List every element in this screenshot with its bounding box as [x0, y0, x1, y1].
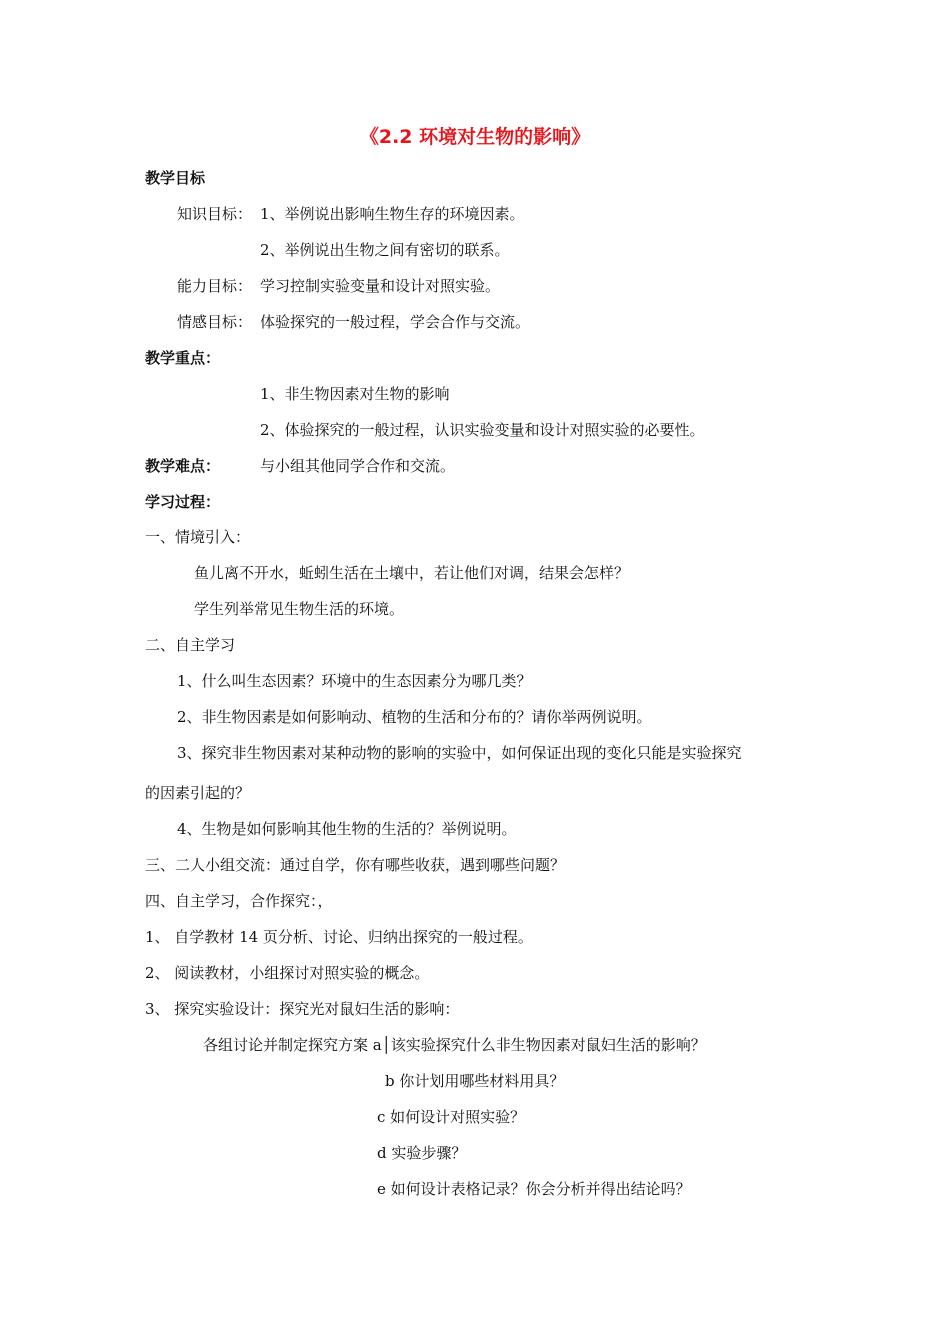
plan-item-b: b 你计划用哪些材料用具？	[385, 1072, 565, 1090]
section-4-item-3: 3、 探究实验设计：探究光对鼠妇生活的影响：	[145, 1000, 460, 1018]
key-point-1: 1、非生物因素对生物的影响	[260, 385, 450, 403]
key-points-heading: 教学重点：	[145, 349, 221, 367]
plan-item-e: e 如何设计表格记录？你会分析并得出结论吗？	[377, 1180, 691, 1198]
section-4-item-1: 1、 自学教材 14 页分析、讨论、归纳出探究的一般过程。	[145, 928, 533, 946]
knowledge-item-1: 1、举例说出影响生物生存的环境因素。	[260, 205, 525, 223]
ability-text: 学习控制实验变量和设计对照实验。	[260, 277, 501, 295]
section-2-heading: 二、自主学习	[145, 636, 236, 654]
knowledge-item-2: 2、举例说出生物之间有密切的联系。	[260, 241, 510, 259]
section-2-question-3a: 3、探究非生物因素对某种动物的影响的实验中，如何保证出现的变化只能是实验探究	[177, 744, 742, 762]
difficulty-heading: 教学难点：	[145, 457, 221, 475]
document-title: 《2.2 环境对生物的影响》	[359, 126, 591, 148]
section-4-heading: 四、自主学习，合作探究：，	[145, 892, 333, 910]
emotion-label: 情感目标：	[177, 313, 253, 331]
plan-item-c: c 如何设计对照实验？	[377, 1108, 526, 1126]
section-2-question-3b: 的因素引起的？	[145, 784, 251, 802]
plan-item-d: d 实验步骤？	[377, 1144, 467, 1162]
section-2-question-2: 2、非生物因素是如何影响动、植物的生活和分布的？请你举两例说明。	[177, 708, 652, 726]
section-2-question-4: 4、生物是如何影响其他生物的生活的？举例说明。	[177, 820, 517, 838]
section-3-text: 三、二人小组交流：通过自学，你有哪些收获，遇到哪些问题？	[145, 856, 566, 874]
key-point-2: 2、体验探究的一般过程，认识实验变量和设计对照实验的必要性。	[260, 421, 705, 439]
section-2-question-1: 1、什么叫生态因素？环境中的生态因素分为哪几类？	[177, 672, 532, 690]
process-heading: 学习过程：	[145, 493, 221, 511]
plan-line: 各组讨论并制定探究方案 a│该实验探究什么非生物因素对鼠妇生活的影响？	[203, 1036, 706, 1054]
section-1-line-1: 鱼儿离不开水，蚯蚓生活在土壤中，若让他们对调，结果会怎样？	[194, 564, 630, 582]
difficulty-text: 与小组其他同学合作和交流。	[260, 457, 456, 475]
ability-label: 能力目标：	[177, 277, 253, 295]
objectives-heading: 教学目标	[145, 169, 206, 187]
section-1-heading: 一、情境引入：	[145, 528, 251, 546]
section-4-item-2: 2、 阅读教材，小组探讨对照实验的概念。	[145, 964, 430, 982]
section-1-line-2: 学生列举常见生物生活的环境。	[194, 600, 405, 618]
emotion-text: 体验探究的一般过程，学会合作与交流。	[260, 313, 531, 331]
knowledge-label: 知识目标：	[177, 205, 253, 223]
